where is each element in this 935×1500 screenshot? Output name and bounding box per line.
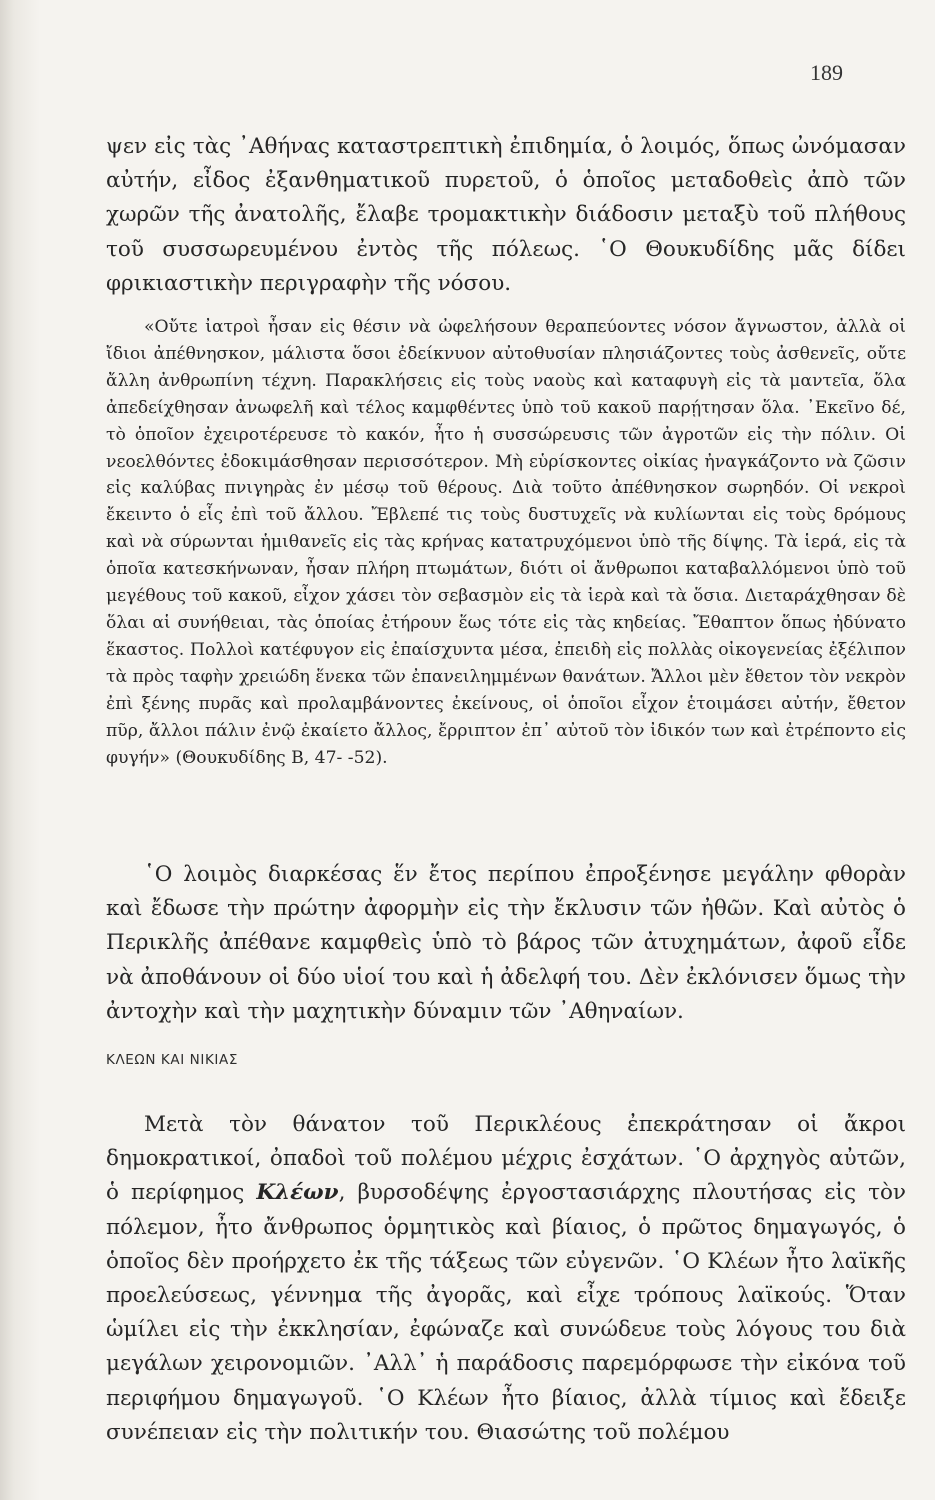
paragraph-cleon-text-rest: , βυρσοδέψης ἐργοστασιάρχης πλουτήσας εἰς τὸν πόλεμον, ἦτο ἄνθρωπος ὁρμητικὸς καὶ βίαιος, ὁ πρῶτος δημαγωγός, ὁ ὁποῖος δὲν προήρχετο ἐκ τῆς τάξεως τῶν εὐγενῶν. ῾Ο Κλέων ἦτο λαϊκῆς προελεύσεως, γέννημα τῆς ἀγορᾶς, καὶ εἶχε τρόπους λαϊκούς. Ὅταν ὡμίλει εἰς τὴν ἐκκλησίαν, ἐφώναζε καὶ συνώδευε τοὺς λόγους του διὰ μεγάλων χειρονομιῶν. ᾿Αλλ᾿ ἡ παράδοσις παρεμόρφωσε τὴν εἰκόνα τοῦ περιφήμου δημαγωγοῦ. ῾Ο Κλέων ἦτο βίαιος, ἀλλὰ τίμιος καὶ ἔδειξε συνέπειαν εἰς τὴν πολιτικήν του. Θιασώτης τοῦ πολέμου [106,1180,906,1445]
section-heading: ΚΛΕΩΝ ΚΑΙ ΝΙΚΙΑΣ [106,1052,238,1068]
paragraph-cleon-text-start: Μετὰ τὸν θάνατον τοῦ Περικλέους ἐπεκράτησαν οἱ ἄκροι δημοκρατικοί, ὀπαδοὶ τοῦ πολέμου μέχρις ἐσχάτων. ῾Ο ἀρχηγὸς αὐτῶν, ὁ περίφημος [106,1112,906,1206]
cleon-name: Κλέων [256,1180,339,1206]
page-number: 189 [810,60,843,85]
thucydides-quote: «Οὔτε ἰατροὶ ἦσαν εἰς θέσιν νὰ ὠφελήσουν θεραπεύοντες νόσον ἄγνωστον, ἀλλὰ οἱ ἴδιοι ἀπέθνησκον, μάλιστα ὅσοι ἐδείκνυον αὐτοθυσίαν πλησιάζοντες τοὺς ἀσθενεῖς, οὔτε ἄλλη ἀνθρωπίνη τέχνη. Παρακλήσεις εἰς τοὺς ναοὺς καὶ καταφυγὴ εἰς τὰ μαντεῖα, ὅλα ἀπεδείχθησαν ἀνωφελῆ καὶ τέλος καμφθέντες ὑπὸ τοῦ κακοῦ παρῄτησαν ὅλα. ᾿Εκεῖνο δέ, τὸ ὁποῖον ἐχειροτέρευσε τὸ κακόν, ἦτο ἡ συσσώρευσις τῶν ἀγροτῶν εἰς τὴν πόλιν. Οἱ νεοελθόντες ἐδοκιμάσθησαν περισσότερον. Μὴ εὑρίσκοντες οἰκίας ἠναγκάζοντο νὰ ζῶσιν εἰς καλύβας πνιγηρὰς ἐν μέσῳ τοῦ θέρους. Διὰ τοῦτο ἀπέθνησκον σωρηδόν. Οἱ νεκροὶ ἔκειντο ὁ εἷς ἐπὶ τοῦ ἄλλου. Ἔβλεπέ τις τοὺς δυστυχεῖς νὰ κυλίωνται εἰς τοὺς δρόμους καὶ νὰ σύρωνται ἡμιθανεῖς εἰς τὰς κρήνας κατατρυχόμενοι ὑπὸ τῆς δίψης. Τὰ ἱερά, εἰς τὰ ὁποῖα κατεσκήνωναν, ἦσαν πλήρη πτωμάτων, διότι οἱ ἄνθρωποι καταβαλλόμενοι ὑπὸ τοῦ μεγέθους τοῦ κακοῦ, εἶχον χάσει τὸν σεβασμὸν εἰς τὰ ἱερὰ καὶ τὰ ὅσια. Διεταράχθησαν δὲ ὅλαι αἱ συνήθειαι, τὰς ὁποίας ἐτήρουν ἕως τότε εἰς τὰς κηδείας. Ἔθαπτον ὅπως ἠδύνατο ἕκαστος. Πολλοὶ κατέφυγον εἰς ἐπαίσχυντα μέσα, ἐπειδὴ εἰς πολλὰς οἰκογενείας ἐξέλιπον τὰ πρὸς ταφὴν χρειώδη ἕνεκα τῶν ἐπανειλημμένων θανάτων. Ἄλλοι μὲν ἔθετον τὸν νεκρὸν ἐπὶ ξένης πυρᾶς καὶ προλαμβάνοντες ἐκείνους, οἱ ὁποῖοι εἶχον ἑτοιμάσει αὐτήν, ἔθετον πῦρ, ἄλλοι πάλιν ἐνῷ ἐκαίετο ἄλλος, ἔρριπτον ἐπ᾿ αὐτοῦ τὸν ἰδικόν των καὶ ἐτρέποντο εἰς φυγήν» (Θουκυδίδης Β, 47- -52). [106,317,906,768]
paragraph-plague-effects: ῾Ο λοιμὸς διαρκέσας ἕν ἔτος περίπου ἐπροξένησε μεγάλην φθορὰν καὶ ἔδωσε τὴν πρώτην ἀφορμὴν εἰς τὴν ἔκλυσιν τῶν ἠθῶν. Καὶ αὐτὸς ὁ Περικλῆς ἀπέθανε καμφθεὶς ὑπὸ τὸ βάρος τῶν ἀτυχημάτων, ἀφοῦ εἶδε νὰ ἀποθάνουν οἱ δύο υἱοί του καὶ ἡ ἀδελφή του. Δὲν ἐκλόνισεν ὅμως τὴν ἀντοχὴν καὶ τὴν μαχητικὴν δύναμιν τῶν ᾿Αθηναίων. [106,862,906,1024]
paragraph-cleon [106,1108,906,1450]
paragraph-plague-intro: ψεν εἰς τὰς ᾿Αθήνας καταστρεπτικὴ ἐπιδημία, ὁ λοιμός, ὅπως ὠνόμασαν αὐτήν, εἶδος ἐξανθηματικοῦ πυρετοῦ, ὁ ὁποῖος μεταδοθεὶς ἀπὸ τῶν χωρῶν τῆς ἀνατολῆς, ἔλαβε τρομακτικὴν διάδοσιν μεταξὺ τοῦ πλήθους τοῦ συσσωρευμένου ἐντὸς τῆς πόλεως. ῾Ο Θουκυδίδης μᾶς δίδει φρικιαστικὴν περιγραφὴν τῆς νόσου. [106,134,906,296]
